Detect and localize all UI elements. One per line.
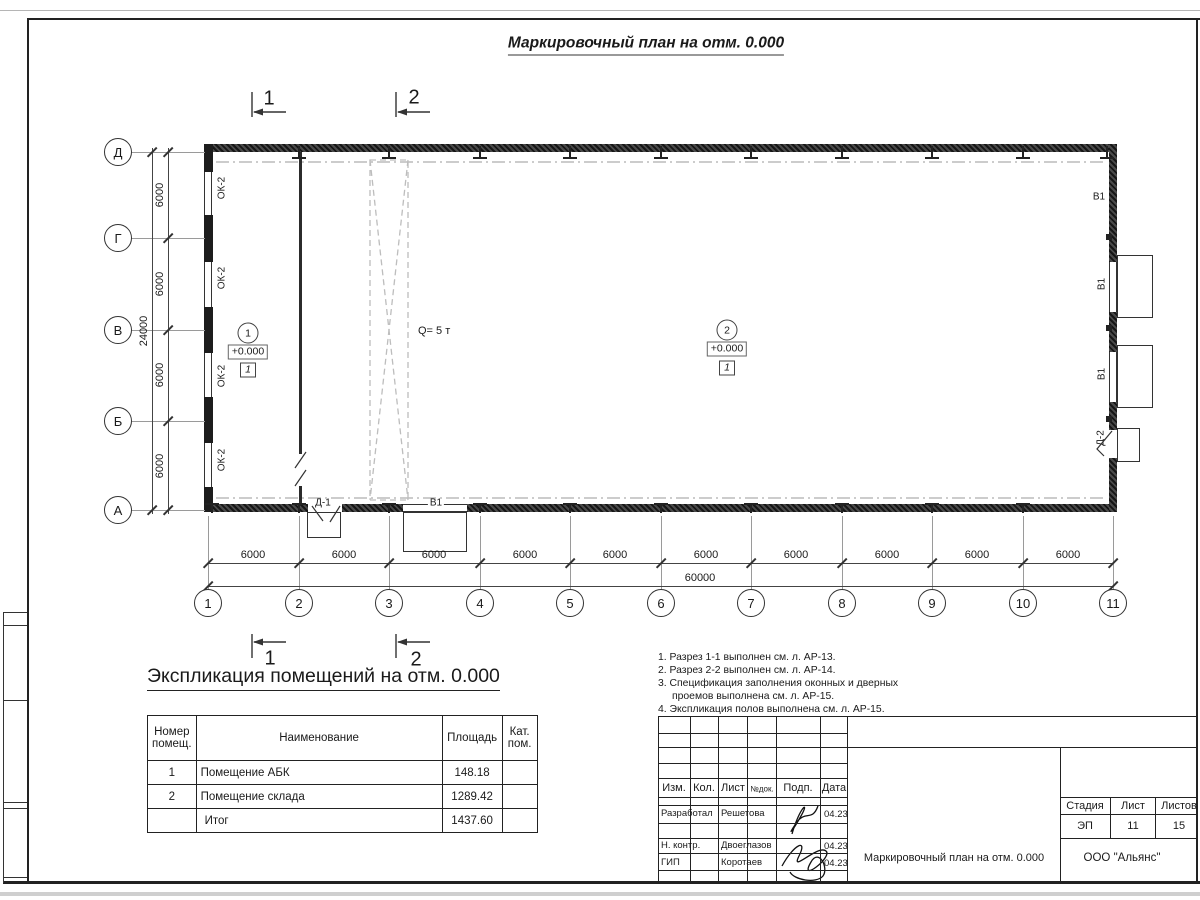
stamp-date: 04.23 (824, 841, 848, 852)
cell-room-area: 148.18 (442, 761, 502, 785)
dim-label-total-horizontal: 60000 (684, 572, 716, 584)
dim-label-bay: 6000 (964, 549, 990, 561)
section-marks (252, 92, 430, 658)
room-marker-number: 1 (238, 323, 259, 344)
stamp-date: 04.23 (824, 858, 848, 869)
stamp-name: Двоеглазов (721, 840, 772, 851)
stamp-org: ООО "Альянс" (1083, 852, 1161, 864)
stamp-col-list: Лист (721, 782, 745, 794)
axis-bubble-col: 4 (466, 589, 494, 617)
stamp-doc-title: Маркировочный план на отм. 0.000 (863, 852, 1045, 864)
stamp-col-podp: Подп. (783, 782, 813, 794)
axis-dashdot-lines (216, 162, 1104, 498)
note-line: 3. Спецификация заполнения оконных и дверных (658, 678, 899, 689)
axis-bubble-row: Б (104, 407, 132, 435)
axis-bubble-col: 5 (556, 589, 584, 617)
stamp-sheet-label: Лист (1121, 800, 1145, 812)
dim-label-bay: 6000 (693, 549, 719, 561)
stamp-role: Разработал (661, 808, 713, 819)
room-marker-floor-type: 1 (240, 363, 256, 378)
room-marker-floor-type: 1 (719, 361, 735, 376)
stamp-sheets-label: Листов (1161, 800, 1197, 812)
axis-bubble-row: Д (104, 138, 132, 166)
col-header-room-number: Номер помещ. (148, 716, 197, 761)
cell-room-category (502, 761, 537, 785)
cell-room-category (502, 809, 537, 833)
stamp-col-izm: Изм. (662, 782, 686, 794)
cell-room-category (502, 785, 537, 809)
dim-label-bay: 6000 (154, 182, 166, 208)
gate-label-v1: В1 (1096, 367, 1108, 381)
cell-room-name: Помещение АБК (196, 761, 442, 785)
table-row (148, 785, 538, 809)
room-marker-number: 2 (717, 320, 738, 341)
stamp-role: ГИП (661, 857, 680, 868)
cell-room-number (148, 809, 197, 833)
axis-bubble-col: 2 (285, 589, 313, 617)
crane-capacity-label: Q= 5 т (418, 325, 451, 337)
stamp-col-data: Дата (821, 782, 847, 794)
stamp-name: Коротаев (721, 857, 763, 868)
section-mark-label: 1 (263, 87, 275, 110)
dim-label-bay: 6000 (783, 549, 809, 561)
stamp-name: Решетова (721, 808, 765, 819)
table-row (148, 809, 538, 833)
dim-label-bay: 6000 (331, 549, 357, 561)
door-swings (295, 431, 1112, 522)
note-line: проемов выполнена см. л. АР-15. (672, 691, 835, 702)
cell-room-number: 2 (148, 785, 197, 809)
dim-label-bay: 6000 (602, 549, 628, 561)
cell-room-name: Помещение склада (196, 785, 442, 809)
cell-room-number: 1 (148, 761, 197, 785)
dim-label-bay: 6000 (512, 549, 538, 561)
cell-room-area: 1289.42 (442, 785, 502, 809)
window-label-ok2: ОК-2 (216, 448, 228, 472)
dim-label-bay: 6000 (240, 549, 266, 561)
gate-label-v1: В1 (1092, 191, 1106, 203)
axis-bubble-col: 11 (1099, 589, 1127, 617)
dim-label-bay: 6000 (154, 362, 166, 388)
stamp-stage-value: ЭП (1077, 820, 1093, 832)
stamp-sheet-value: 11 (1127, 820, 1139, 832)
crane-zone (370, 160, 408, 500)
axis-bubble-col: 9 (918, 589, 946, 617)
dim-label-total-vertical: 24000 (138, 315, 150, 347)
note-line: 2. Разрез 2-2 выполнен см. л. АР-14. (658, 665, 836, 676)
table-row (148, 761, 538, 785)
stamp-role: Н. контр. (661, 840, 701, 851)
window-label-ok2: ОК-2 (216, 266, 228, 290)
room-marker-elevation: +0.000 (228, 345, 268, 360)
stamp-stage-label: Стадия (1066, 800, 1104, 812)
dim-label-bay: 6000 (874, 549, 900, 561)
cell-room-name: Итог (196, 809, 442, 833)
dim-label-bay: 6000 (154, 271, 166, 297)
window-label-ok2: ОК-2 (216, 364, 228, 388)
axis-bubble-col: 3 (375, 589, 403, 617)
section-mark-label: 2 (408, 86, 420, 109)
section-mark-label: 2 (410, 648, 422, 671)
cell-room-area: 1437.60 (442, 809, 502, 833)
note-line: 4. Экспликация полов выполнена см. л. АР-15. (658, 704, 885, 715)
explication-table (147, 715, 538, 833)
gate-label-v1: В1 (429, 497, 443, 509)
axis-bubble-col: 6 (647, 589, 675, 617)
stamp-date: 04.23 (824, 809, 848, 820)
stamp-sheets-value: 15 (1172, 820, 1186, 832)
dim-label-bay: 6000 (1055, 549, 1081, 561)
axis-bubble-col: 8 (828, 589, 856, 617)
stamp-col-ndoc: №док. (750, 784, 774, 794)
col-header-area: Площадь (442, 716, 502, 761)
axis-bubble-col: 10 (1009, 589, 1037, 617)
drawing-title: Маркировочный план на отм. 0.000 (508, 35, 784, 56)
axis-bubble-row: А (104, 496, 132, 524)
axis-bubble-col: 7 (737, 589, 765, 617)
dim-label-bay: 6000 (421, 549, 447, 561)
window-label-ok2: ОК-2 (216, 176, 228, 200)
door-label-d2: Д-2 (1095, 430, 1107, 446)
axis-bubble-row: В (104, 316, 132, 344)
col-header-name: Наименование (196, 716, 442, 761)
stamp-col-kol: Кол. (693, 782, 715, 794)
explication-heading: Экспликация помещений на отм. 0.000 (147, 665, 500, 691)
axis-bubble-row: Г (104, 224, 132, 252)
door-label-d1: Д-1 (315, 497, 331, 509)
dim-label-bay: 6000 (154, 453, 166, 479)
axis-bubble-col: 1 (194, 589, 222, 617)
col-header-category: Кат. пом. (502, 716, 537, 761)
gate-label-v1: В1 (1096, 277, 1108, 291)
room-marker-elevation: +0.000 (707, 342, 747, 357)
section-mark-arrowheads (253, 109, 407, 646)
note-line: 1. Разрез 1-1 выполнен см. л. АР-13. (658, 652, 836, 663)
section-mark-label: 1 (264, 647, 276, 670)
